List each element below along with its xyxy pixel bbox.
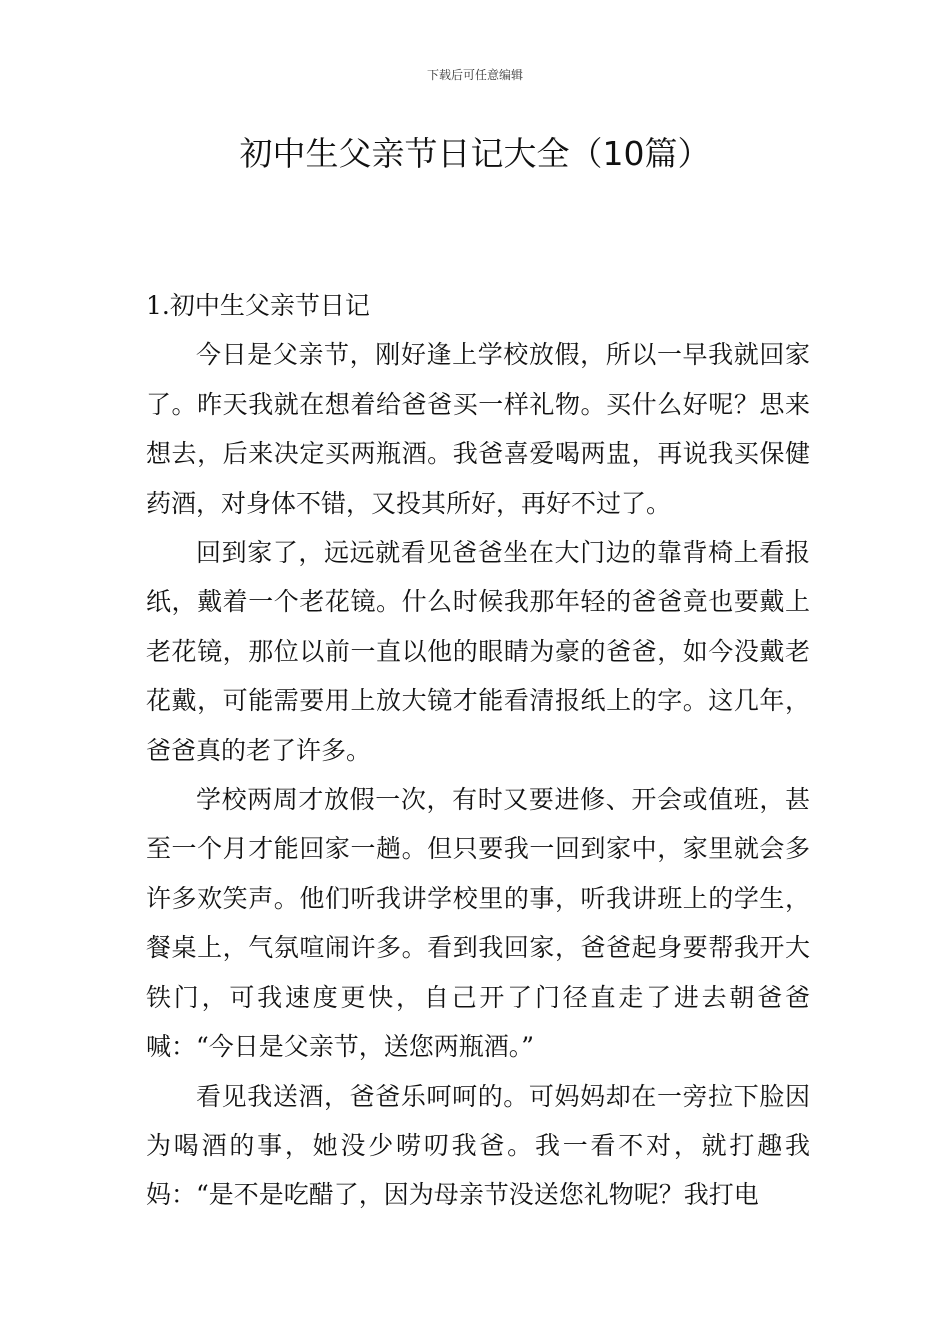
- document-title: 初中生父亲节日记大全（10篇）: [239, 134, 711, 173]
- section-heading: 1.初中生父亲节日记: [146, 291, 370, 320]
- paragraph-2: 回到家了，远远就看见爸爸坐在大门边的靠背椅上看报纸，戴着一个老花镜。什么时候我那年轻的爸爸竟也要戴上老花镜，那位以前一直以他的眼睛为豪的爸爸，如今没戴老花戴，可能需要用上放大镜才能看清报纸上的字。这几年，爸爸真的老了许多。: [146, 538, 810, 765]
- paragraph-3: 学校两周才放假一次，有时又要进修、开会或值班，甚至一个月才能回家一趟。但只要我一回到家中，家里就会多许多欢笑声。他们听我讲学校里的事，听我讲班上的学生，餐桌上，气氛喧闹许多。看到我回家，爸爸起身要帮我开大铁门，可我速度更快，自己开了门径直走了进去朝爸爸喊：“今日是父亲节，送您两瓶酒。”: [146, 785, 810, 1062]
- paragraph-4: 看见我送酒，爸爸乐呵呵的。可妈妈却在一旁拉下脸因为喝酒的事，她没少唠叨我爸。我一看不对，就打趣我妈：“是不是吃醋了，因为母亲节没送您礼物呢？我打电: [146, 1081, 810, 1210]
- header-note: 下载后可任意编辑: [426, 68, 523, 82]
- document-body: [146, 281, 810, 1220]
- paragraph-1: 今日是父亲节，刚好逢上学校放假，所以一早我就回家了。昨天我就在想着给爸爸买一样礼物。买什么好呢？思来想去，后来决定买两瓶酒。我爸喜爱喝两盅，再说我买保健药酒，对身体不错，又投其所好，再好不过了。: [146, 340, 810, 518]
